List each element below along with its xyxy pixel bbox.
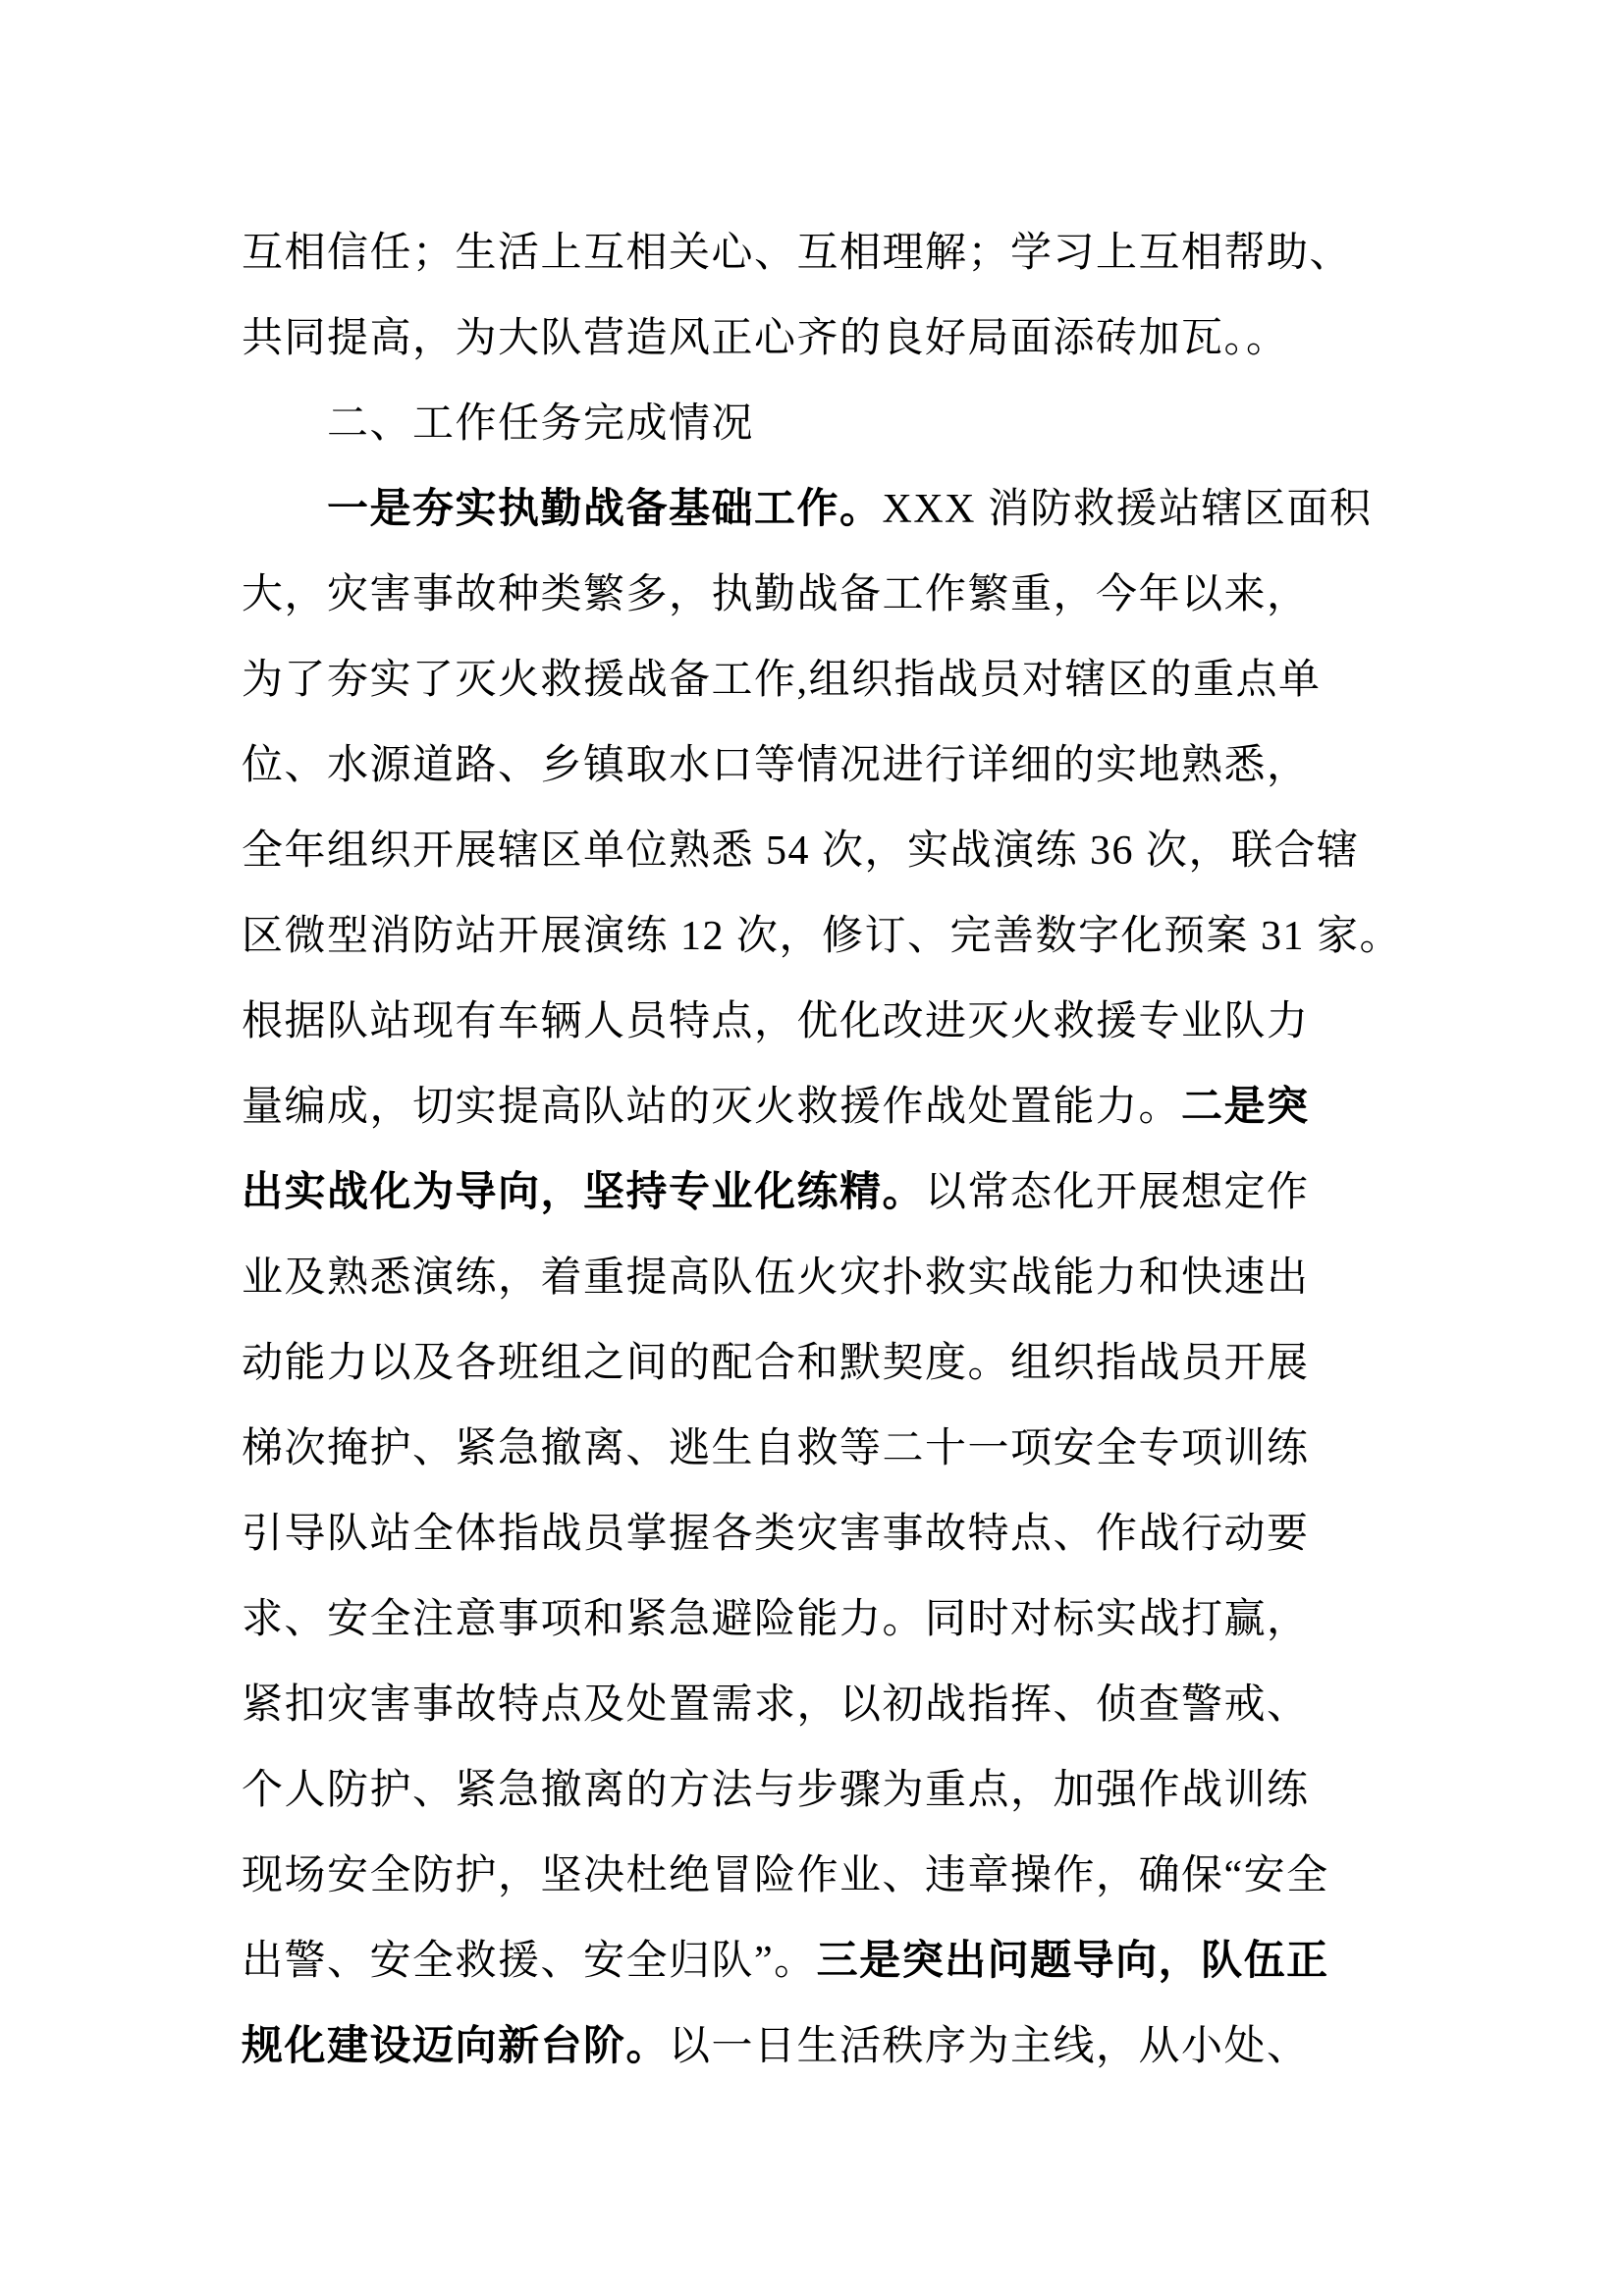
document-body (242, 211, 1403, 2090)
bold-text-segment: 三是突出问题导向，队伍正 (816, 1939, 1329, 1984)
text-segment: 根据队站现有车辆人员特点，优化改进灭火救援专业队力 (242, 999, 1310, 1044)
bold-text-segment: 一是夯实执勤战备基础工作。 (327, 487, 883, 532)
text-segment: 动能力以及各班组之间的配合和默契度。组织指战员开展 (242, 1341, 1310, 1386)
text-line (242, 1919, 1385, 2004)
text-line (242, 1577, 1385, 1663)
text-line (242, 1834, 1385, 1919)
text-line (242, 2004, 1385, 2090)
text-line (242, 1663, 1385, 1748)
text-segment: 引导队站全体指战员掌握各类灾害事故特点、作战行动要 (242, 1512, 1310, 1557)
text-line (242, 1321, 1385, 1407)
bold-text-segment: 二是突 (1181, 1085, 1310, 1130)
text-line (242, 1492, 1385, 1577)
text-segment: 全年组织开展辖区单位熟悉 54 次，实战演练 36 次，联合辖 (242, 828, 1360, 874)
text-segment: 以常态化开展想定作 (925, 1170, 1310, 1215)
text-line (242, 1236, 1385, 1321)
text-segment: 二、工作任务完成情况 (327, 401, 755, 447)
text-line (242, 1150, 1385, 1236)
text-line (242, 382, 1385, 467)
text-line (242, 723, 1385, 809)
text-line (242, 894, 1403, 980)
text-line (242, 638, 1385, 723)
text-segment: 业及熟悉演练，着重提高队伍火灾扑救实战能力和快速出 (242, 1255, 1310, 1301)
text-segment: 以一日生活秩序为主线，从小处、 (669, 2024, 1310, 2069)
text-line (242, 980, 1385, 1065)
text-line (242, 1407, 1385, 1492)
text-line (242, 467, 1385, 553)
bold-text-segment: 出实战化为导向，坚持专业化练精。 (242, 1170, 926, 1215)
bold-text-segment: 规化建设迈向新台阶。 (242, 2024, 670, 2069)
text-segment: XXX 消防救援站辖区面积 (882, 487, 1373, 532)
text-line (242, 1065, 1385, 1150)
text-segment: 位、水源道路、乡镇取水口等情况进行详细的实地熟悉， (242, 743, 1310, 788)
text-segment: 互相信任；生活上互相关心、互相理解；学习上互相帮助、 (242, 231, 1353, 276)
text-segment: 个人防护、紧急撤离的方法与步骤为重点，加强作战训练 (242, 1768, 1310, 1813)
text-segment: 为了夯实了灭火救援战备工作,组织指战员对辖区的重点单 (242, 658, 1322, 703)
text-segment: 紧扣灾害事故特点及处置需求，以初战指挥、侦查警戒、 (242, 1682, 1310, 1728)
text-segment: 共同提高，为大队营造风正心齐的良好局面添砖加瓦。。 (242, 316, 1289, 361)
text-segment: 现场安全防护，坚决杜绝冒险作业、违章操作，确保“安全 (242, 1853, 1329, 1898)
text-segment: 出警、安全救援、安全归队”。 (242, 1939, 817, 1984)
text-line (242, 1748, 1385, 1834)
text-segment: 区微型消防站开展演练 12 次，修订、完善数字化预案 31 家。 (242, 914, 1403, 959)
text-line (242, 211, 1385, 296)
text-segment: 梯次掩护、紧急撤离、逃生自救等二十一项安全专项训练 (242, 1426, 1310, 1471)
text-segment: 大，灾害事故种类繁多，执勤战备工作繁重，今年以来， (242, 572, 1310, 617)
text-line (242, 809, 1385, 894)
text-segment: 量编成，切实提高队站的灭火救援作战处置能力。 (242, 1085, 1182, 1130)
text-line (242, 296, 1385, 382)
text-segment: 求、安全注意事项和紧急避险能力。同时对标实战打赢， (242, 1597, 1310, 1642)
text-line (242, 553, 1385, 638)
